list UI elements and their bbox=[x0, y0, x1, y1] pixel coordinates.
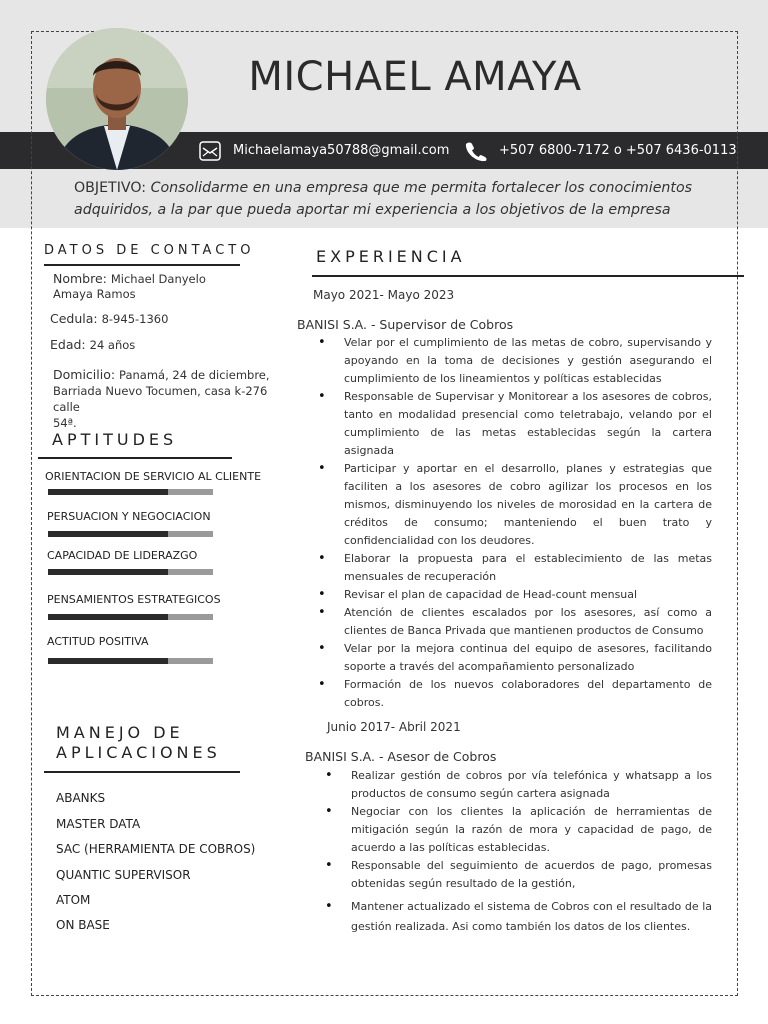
job-dates: Mayo 2021- Mayo 2023 bbox=[313, 288, 455, 302]
contact-rule bbox=[44, 264, 240, 266]
job-bullet: • Atención de clientes escalados por los asesores, así como a clientes de Banca Privada que mantienen productos de Consumo bbox=[344, 604, 712, 640]
name-label: Nombre: bbox=[53, 271, 111, 286]
apps-title-line2: APLICACIONES bbox=[56, 743, 221, 762]
experience-section-title: EXPERIENCIA bbox=[316, 247, 466, 266]
contact-section-title: DATOS DE CONTACTO bbox=[44, 243, 255, 258]
app-item: ATOM bbox=[56, 893, 91, 907]
skills-rule bbox=[38, 457, 232, 459]
skill-label: PERSUACION Y NEGOCIACION bbox=[47, 510, 211, 523]
contact-edad bbox=[50, 337, 135, 353]
skill-bar-fill bbox=[48, 531, 168, 537]
email-icon bbox=[197, 138, 223, 164]
job-bullet: • Negociar con los clientes la aplicación de herramientas de mitigación según la razón de mora y capacidad de pago, de acuerdo a las políticas establecidas. bbox=[351, 803, 712, 857]
job-bullet: • Realizar gestión de cobros por vía telefónica y whatsapp a los productos de consumo según cartera asignada bbox=[351, 767, 712, 803]
domicilio-label: Domicilio: bbox=[53, 367, 120, 382]
job-bullet: • Responsable del seguimiento de acuerdos de pago, promesas obtenidas según resultado de la gestión, bbox=[351, 857, 712, 893]
email-text[interactable]: Michaelamaya50788@gmail.com bbox=[233, 143, 450, 158]
email-contact[interactable] bbox=[197, 132, 449, 169]
cedula-value: 8-945-1360 bbox=[101, 312, 169, 326]
job-bullets bbox=[351, 767, 712, 937]
job-bullet: • Velar por el cumplimiento de las metas de cobro, supervisando y apoyando en la toma de decisiones y gestión asegurando el cumplimiento de los lineamientos y políticas establecidas bbox=[344, 334, 712, 388]
job-company: BANISI S.A. - Asesor de Cobros bbox=[305, 749, 497, 764]
experience-rule bbox=[312, 275, 744, 277]
profile-photo bbox=[46, 28, 188, 170]
job-bullet: • Mantener actualizado el sistema de Cobros con el resultado de la gestión realizada. Asi como también los datos de los clientes. bbox=[351, 897, 712, 937]
skill-bar-fill bbox=[48, 614, 168, 620]
skill-bar-fill bbox=[48, 569, 168, 575]
domicilio-line2: Barriada Nuevo Tocumen, casa k-276 calle bbox=[53, 384, 268, 414]
name-value-line1: Michael Danyelo bbox=[110, 272, 206, 286]
job-dates: Junio 2017- Abril 2021 bbox=[327, 720, 461, 734]
skill-label: PENSAMIENTOS ESTRATEGICOS bbox=[47, 593, 221, 606]
job-bullet: • Elaborar la propuesta para el establecimiento de las metas mensuales de recuperación bbox=[344, 550, 712, 586]
app-item: ABANKS bbox=[56, 791, 106, 805]
app-item: MASTER DATA bbox=[56, 817, 141, 831]
skill-bar-fill bbox=[48, 658, 168, 664]
objective-label: OBJETIVO: bbox=[74, 180, 151, 196]
apps-rule bbox=[44, 771, 240, 773]
skill-bar bbox=[48, 531, 213, 537]
person-portrait-icon bbox=[46, 28, 188, 170]
job-bullet: • Responsable de Supervisar y Monitorear a los asesores de cobros, tanto en modalidad presencial como teletrabajo, velando por el cumplimiento de las metas establecidas según la cartera asignada bbox=[344, 388, 712, 460]
skill-bar bbox=[48, 658, 213, 664]
phone-text[interactable]: +507 6800-7172 o +507 6436-0113 bbox=[499, 143, 737, 158]
contact-cedula bbox=[50, 311, 168, 327]
cedula-label: Cedula: bbox=[50, 311, 102, 326]
phone-icon bbox=[463, 138, 489, 164]
phone-contact[interactable] bbox=[463, 132, 737, 169]
name-value-line2: Amaya Ramos bbox=[53, 287, 136, 301]
skill-bar bbox=[48, 614, 213, 620]
skill-label: ACTITUD POSITIVA bbox=[47, 635, 149, 648]
skill-label: ORIENTACION DE SERVICIO AL CLIENTE bbox=[45, 470, 262, 483]
contact-domicilio bbox=[53, 367, 285, 431]
app-item: QUANTIC SUPERVISOR bbox=[56, 868, 191, 882]
job-bullet: • Velar por la mejora continua del equipo de asesores, facilitando soporte a través del acompañamiento personalizado bbox=[344, 640, 712, 676]
skill-label: CAPACIDAD DE LIDERAZGO bbox=[47, 549, 198, 562]
domicilio-line3: 54ª. bbox=[53, 416, 77, 430]
edad-value: 24 años bbox=[89, 338, 136, 352]
candidate-name: MICHAEL AMAYA bbox=[248, 54, 582, 100]
app-item: SAC (HERRAMIENTA DE COBROS) bbox=[56, 842, 256, 856]
skill-bar bbox=[48, 489, 213, 495]
skills-section-title: APTITUDES bbox=[52, 430, 178, 449]
objective bbox=[74, 177, 714, 221]
edad-label: Edad: bbox=[50, 337, 90, 352]
apps-section-title bbox=[56, 723, 221, 763]
domicilio-line1: Panamá, 24 de diciembre, bbox=[119, 368, 270, 382]
job-company: BANISI S.A. - Supervisor de Cobros bbox=[297, 317, 514, 332]
skill-bar bbox=[48, 569, 213, 575]
contact-name bbox=[53, 271, 206, 302]
objective-text: Consolidarme en una empresa que me permita fortalecer los conocimientos adquiridos, a la par que pueda aportar mi experiencia a los objetivos de la empresa bbox=[74, 180, 693, 218]
app-item: ON BASE bbox=[56, 918, 110, 932]
job-bullet: • Formación de los nuevos colaboradores del departamento de cobros. bbox=[344, 676, 712, 712]
skill-bar-fill bbox=[48, 489, 168, 495]
apps-title-line1: MANEJO DE bbox=[56, 723, 184, 742]
job-bullets bbox=[344, 334, 712, 712]
job-bullet: • Revisar el plan de capacidad de Head-count mensual bbox=[344, 586, 712, 604]
job-bullet: • Participar y aportar en el desarrollo, planes y estrategias que faciliten a los asesores de cobro agilizar los procesos en los mismos, disminuyendo los niveles de morosidad en la cartera de créditos de consumo; manteniendo el buen trato y confidencialidad con los deudores. bbox=[344, 460, 712, 550]
